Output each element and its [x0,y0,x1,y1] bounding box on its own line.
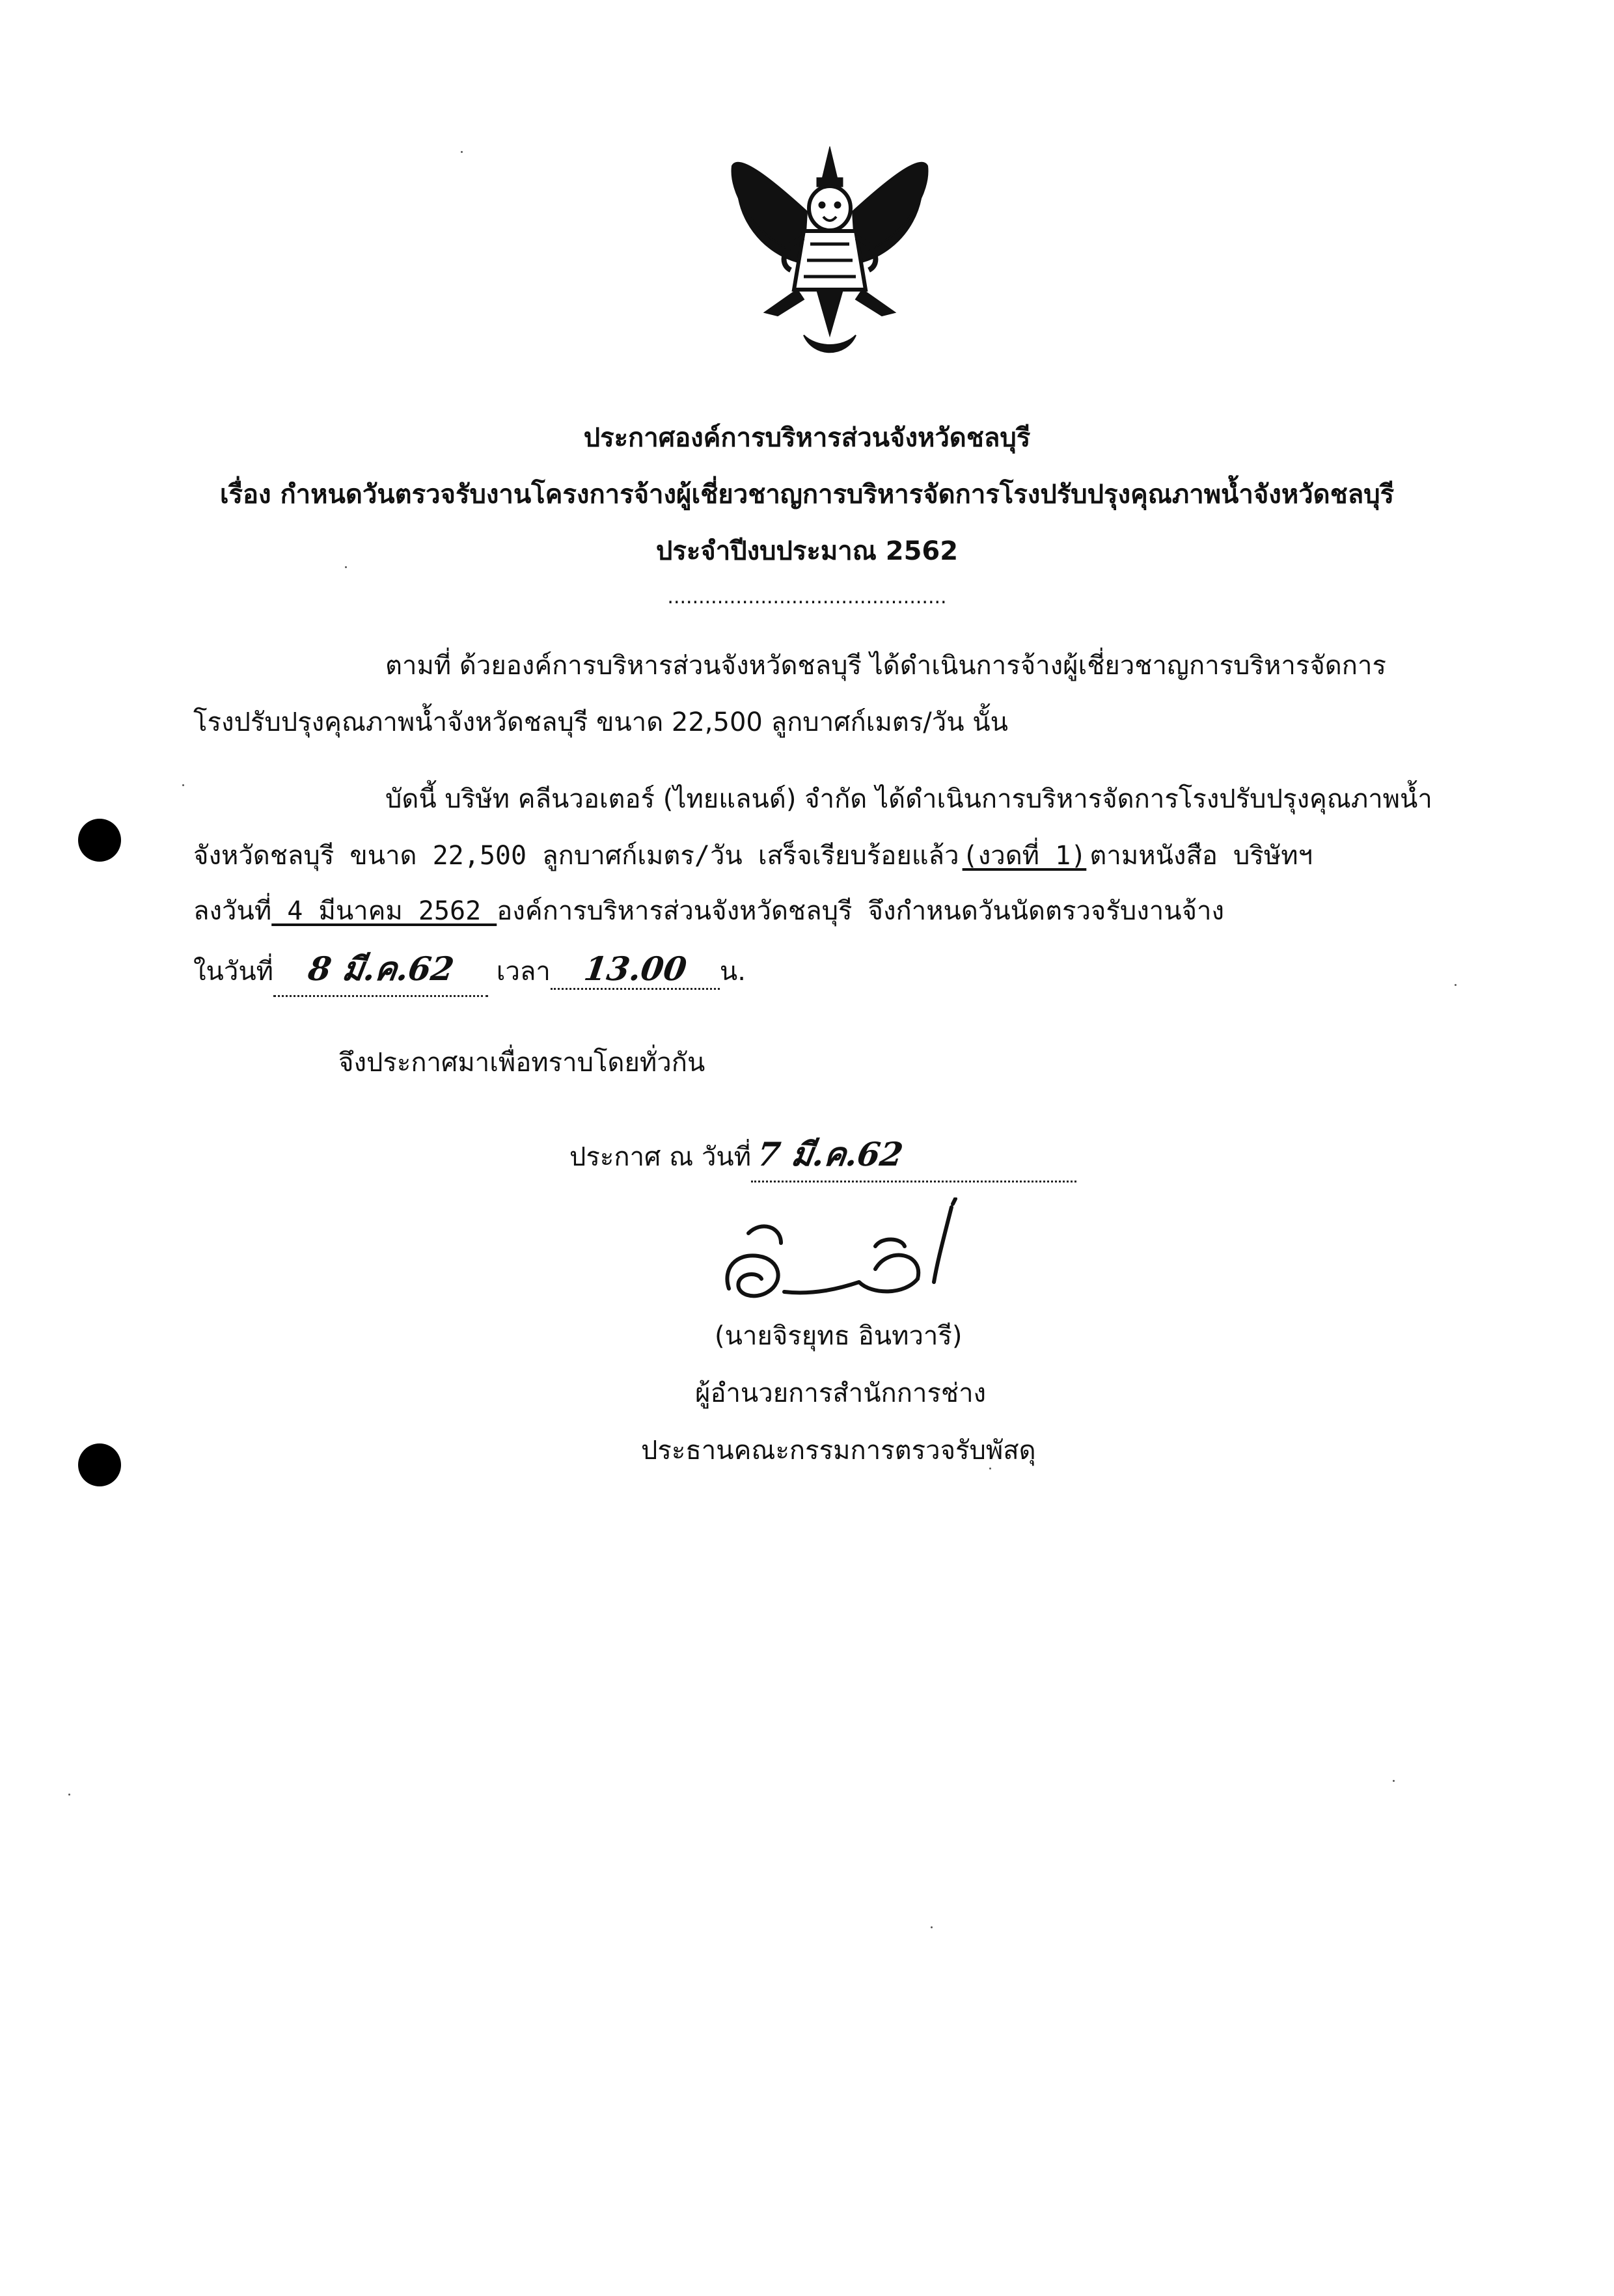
paragraph-2-line-2 [193,834,1313,876]
fiscal-year-line: ประจำปีงบประมาณ 2562 [655,536,959,566]
inspection-date-field [273,944,488,997]
paragraph-2-line-2-text: จังหวัดชลบุรี ขนาด 22,500 ลูกบาศก์เมตร/วัน เสร็จเรียบร้อยแล้ว [193,841,959,871]
signer-name: (นายจิรยุทธ อินทวารี) [715,1321,963,1351]
paragraph-2-line-3 [193,890,1224,931]
scan-speck [68,1794,70,1796]
punch-hole-bottom [78,1443,121,1486]
letter-date: 4 มีนาคม 2562 [271,896,497,926]
paragraph-2-line-1: บัดนี้ บริษัท คลีนวอเตอร์ (ไทยแลนด์) จำกัด ได้ดำเนินการบริหารจัดการโรงปรับปรุงคุณภาพน้ำ [385,784,1432,814]
punch-hole-top [78,819,121,862]
letter-date-label: ลงวันที่ [193,896,272,926]
scan-speck [461,151,463,153]
closing-line: จึงประกาศมาเพื่อทราบโดยทั่วกัน [338,1048,705,1078]
paragraph-1-line-1: ตามที่ ด้วยองค์การบริหารส่วนจังหวัดชลบุรี ได้ดำเนินการจ้างผู้เชี่ยวชาญการบริหารจัดการ [385,651,1386,681]
inspection-time-handwritten: 13.00 [581,950,689,988]
paragraph-2-line-3-text: องค์การบริหารส่วนจังหวัดชลบุรี จึงกำหนดวันนัดตรวจรับงานจ้าง [497,896,1224,926]
announce-date-label: ประกาศ ณ วันที่ [569,1142,752,1172]
installment-label: (งวดที่ 1) [962,841,1087,871]
inspection-date-label: ในวันที่ [193,957,274,987]
announce-date-handwritten: 7 มี.ค.62 [755,1135,906,1173]
company-letter-ref: ตามหนังสือ บริษัทฯ [1089,841,1313,871]
signer-position: ผู้อำนวยการสำนักการช่าง [695,1378,987,1408]
scan-speck [989,1468,991,1469]
garuda-emblem-icon [726,140,934,361]
scan-speck [1455,984,1457,986]
signature [709,1197,1022,1328]
inspection-date-handwritten: 8 มี.ค.62 [305,950,456,988]
paragraph-2-line-4 [193,944,746,997]
announce-date-field [751,1129,1076,1182]
announce-line [569,1129,1076,1182]
time-unit-label: น. [719,957,746,987]
title-separator: ............................................. [667,586,947,608]
inspection-time-field [551,950,720,990]
inspection-time-label: เวลา [496,957,551,987]
document-title: ประกาศองค์การบริหารส่วนจังหวัดชลบุรี [583,423,1031,453]
scan-speck [931,1926,933,1928]
signer-role: ประธานคณะกรรมการตรวจรับพัสดุ [641,1436,1036,1466]
scan-speck [182,784,184,786]
paragraph-1-line-2: โรงปรับปรุงคุณภาพน้ำจังหวัดชลบุรี ขนาด 22,500 ลูกบาศก์เมตร/วัน นั้น [193,707,1008,737]
document-subject: เรื่อง กำหนดวันตรวจรับงานโครงการจ้างผู้เชี่ยวชาญการบริหารจัดการโรงปรับปรุงคุณภาพน้ำจังหวัดชลบุรี [219,480,1395,510]
scan-speck [1393,1780,1395,1782]
scan-speck [345,566,347,568]
